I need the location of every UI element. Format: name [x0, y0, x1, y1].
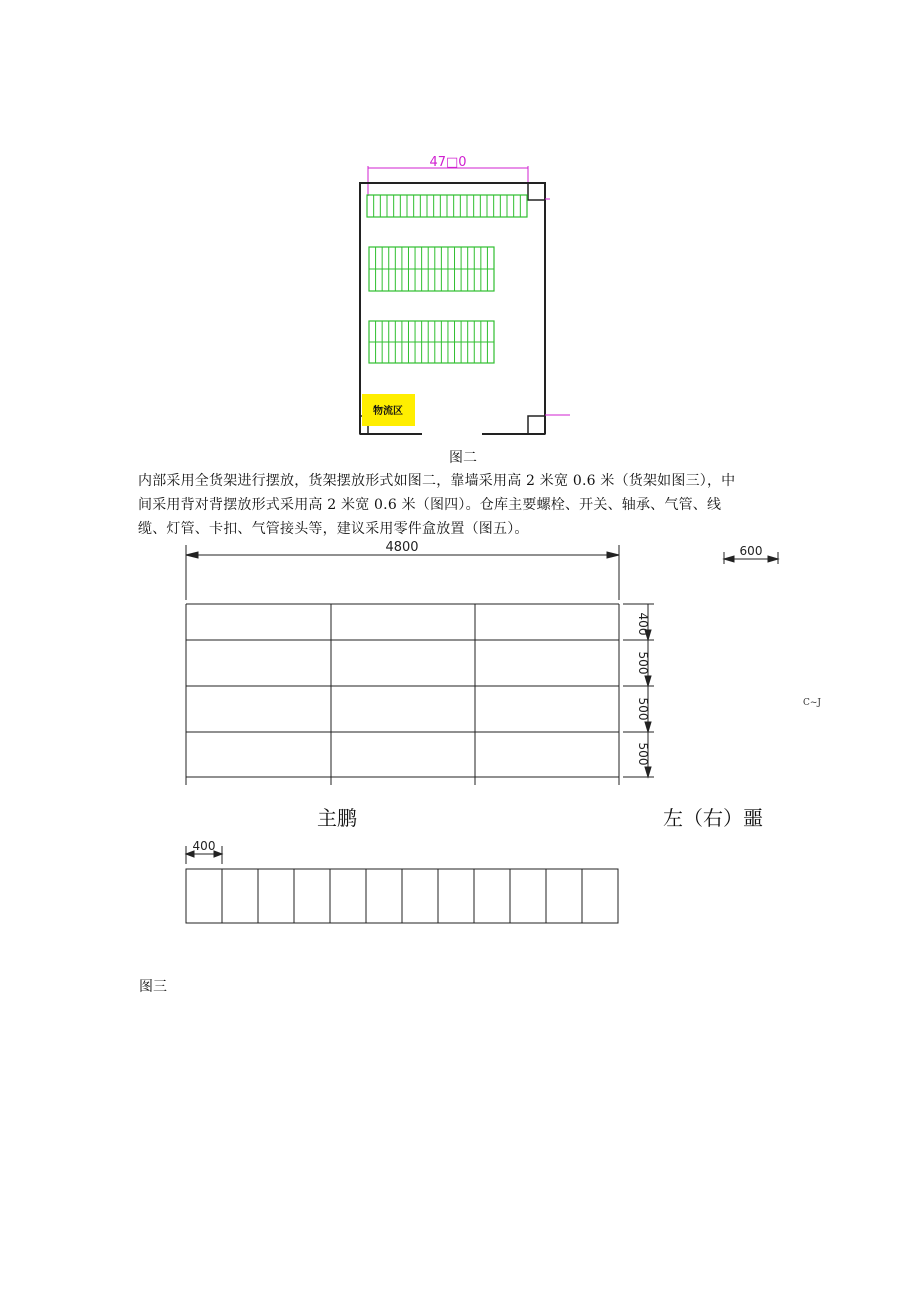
- front-view-label: 主鹏: [317, 806, 357, 830]
- bin-cell: [582, 869, 618, 923]
- level-height-label: 500: [636, 651, 650, 675]
- bin-cell: [330, 869, 366, 923]
- bin-cell: [222, 869, 258, 923]
- bin-group: [186, 869, 618, 923]
- figure3-caption: 图三: [139, 979, 167, 995]
- rack-block: [369, 247, 494, 291]
- figure2-caption: 图二: [449, 450, 477, 466]
- bin-cell: [474, 869, 510, 923]
- level-height-label: 500: [636, 742, 650, 766]
- level-height-label: 500: [636, 697, 650, 721]
- rack-front-elevation: [176, 540, 666, 790]
- side-view-label: 左（右）噩: [663, 806, 763, 830]
- rack-block: [369, 321, 494, 363]
- body-paragraph: [138, 469, 786, 541]
- paragraph-line: 间采用背对背摆放形式采用高 2 米宽 0.6 米（图四）。仓库主要螺栓、开关、轴承、气管、线: [138, 497, 722, 513]
- bin-cell: [546, 869, 582, 923]
- bin-cell: [366, 869, 402, 923]
- bin-cell: [294, 869, 330, 923]
- front-width-label: 4800: [385, 540, 419, 555]
- bin-width-label: 400: [192, 839, 216, 853]
- bin-cell: [258, 869, 294, 923]
- paragraph-line: 缆、灯管、卡扣、气管接头等，建议采用零件盒放置（图五）。: [138, 521, 529, 537]
- rack-group: [367, 195, 527, 363]
- level-height-label: 400: [636, 612, 650, 636]
- plan-width-label: 47□0: [429, 155, 467, 170]
- logistics-area-label: 物流区: [373, 406, 403, 417]
- side-depth-label: 600: [739, 544, 763, 558]
- bin-cell: [510, 869, 546, 923]
- bin-cell: [402, 869, 438, 923]
- bin-cell: [438, 869, 474, 923]
- side-mark: C~J: [803, 698, 822, 708]
- plan-dimension-line: [368, 166, 528, 196]
- rack-block: [367, 195, 527, 217]
- bin-cell: [186, 869, 222, 923]
- warehouse-floor-plan: [350, 150, 580, 440]
- bin-strip: [180, 834, 626, 930]
- side-depth-dimension: [718, 540, 784, 570]
- paragraph-line: 内部采用全货架进行摆放，货架摆放形式如图二，靠墙采用高 2 米宽 0.6 米（货架如图三），中: [138, 473, 736, 489]
